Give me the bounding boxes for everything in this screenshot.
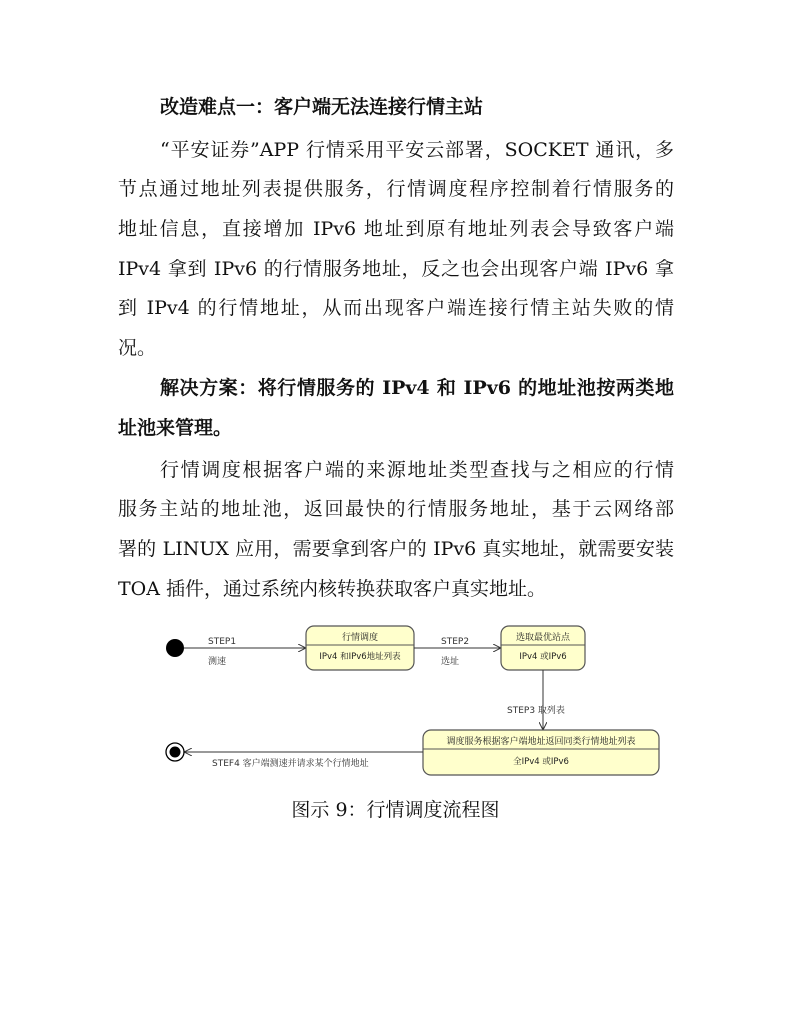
- box-return-address-list: [423, 730, 659, 775]
- step3-label: STEP3 取列表: [507, 706, 565, 716]
- step1-label: STEP1: [208, 637, 237, 647]
- paragraph-line: 况。: [118, 337, 157, 359]
- box1-title: 行情调度: [341, 633, 379, 643]
- box3-title: 调度服务根据客户端地址返回同类行情地址列表: [446, 737, 636, 747]
- figure-caption: 图示 9：行情调度流程图: [291, 799, 500, 821]
- paragraph-line: 地址信息，直接增加 IPv6 地址到原有地址列表会导致客户端: [118, 218, 674, 240]
- box1-body: IPv4 和IPv6地址列表: [319, 652, 401, 662]
- box2-body: IPv4 或IPv6: [519, 652, 567, 662]
- start-node: [166, 639, 184, 657]
- solution-line: 址池来管理。: [118, 417, 233, 439]
- paragraph-line: 节点通过地址列表提供服务，行情调度程序控制着行情服务的: [118, 178, 674, 200]
- box-market-dispatch: [306, 626, 414, 670]
- flow-diagram: [160, 618, 670, 778]
- box-select-best-site: [501, 626, 585, 670]
- paragraph-line: TOA 插件，通过系统内核转换获取客户真实地址。: [118, 578, 547, 600]
- paragraph-line: 署的 LINUX 应用，需要拿到客户的 IPv6 真实地址，就需要安装: [118, 538, 674, 560]
- step2-sub: 选址: [441, 657, 460, 667]
- section-heading-1: 改造难点一：客户端无法连接行情主站: [160, 96, 484, 118]
- paragraph-line: IPv4 拿到 IPv6 的行情服务地址，反之也会出现客户端 IPv6 拿: [118, 258, 674, 280]
- solution-line: 解决方案：将行情服务的 IPv4 和 IPv6 的地址池按两类地: [160, 377, 674, 399]
- box3-body: 全IPv4 或IPv6: [513, 757, 569, 767]
- box2-title: 选取最优站点: [515, 633, 571, 643]
- paragraph-line: “平安证券”APP 行情采用平安云部署，SOCKET 通讯，多: [160, 139, 674, 161]
- paragraph-line: 到 IPv4 的行情地址，从而出现客户端连接行情主站失败的情: [118, 297, 674, 319]
- step2-label: STEP2: [441, 637, 470, 647]
- step4-label: STEF4 客户端测速并请求某个行情地址: [212, 759, 369, 769]
- paragraph-line: 服务主站的地址池，返回最快的行情服务地址，基于云网络部: [118, 498, 674, 520]
- paragraph-line: 行情调度根据客户端的来源地址类型查找与之相应的行情: [160, 459, 674, 481]
- end-node: [166, 743, 184, 761]
- step1-sub: 测速: [208, 657, 227, 667]
